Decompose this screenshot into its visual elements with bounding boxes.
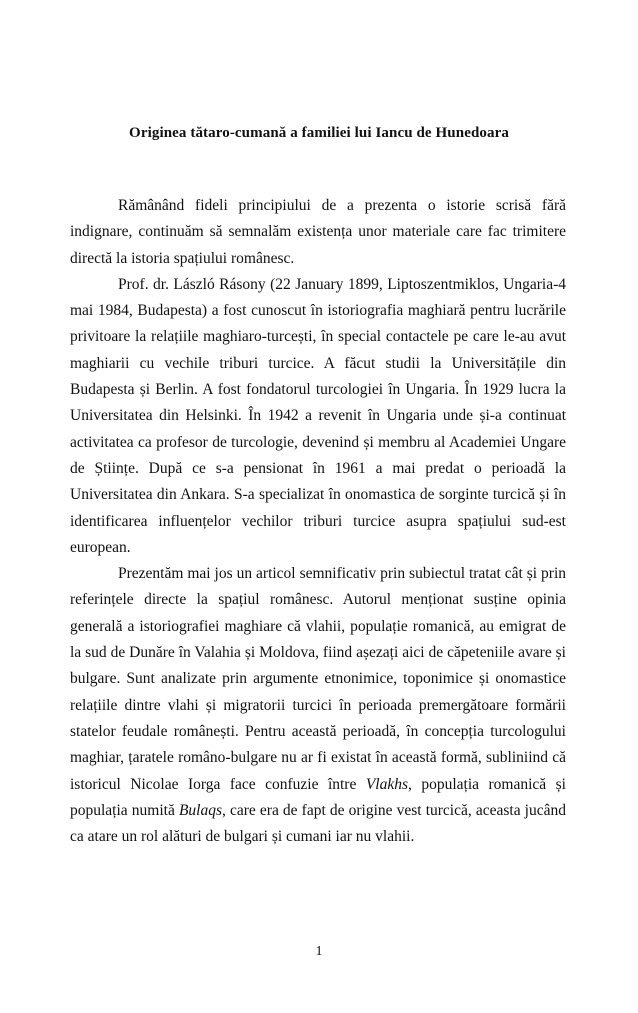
summary-text-part-1: Prezentăm mai jos un articol semnificativ prin subiectul tratat cât și prin referințele directe la spațiul românesc. Autorul menționat susține opinia generală a istoriografiei maghiare că vlahii, populație romanică, au emigrat de la sud de Dunăre în Valahia și Moldova, fiind așezați aici de căpeteniile avare și bulgare. Sunt analizate prin argumente etnonimice, toponimice și onomastice relațiile dintre vlahi și migratorii turcici în perioada premergătoare formării statelor feudale românești. Pentru această perioadă, în concepția turcologului maghiar, țaratele româno-bulgare nu ar fi existat în această formă, subliniind că istoricul Nicolae Iorga face confuzie între — [70, 565, 566, 793]
term-vlakhs: Vlakhs — [365, 775, 409, 793]
paragraph-article-summary — [70, 561, 566, 850]
summary-text-part-3: , care era de fapt de origine vest turcică, aceasta jucând ca atare un rol alături de bulgari și cumani iar nu vlahii. — [70, 801, 566, 846]
term-bulaqs: Bulaqs — [178, 801, 223, 819]
paragraph-author-bio: Prof. dr. László Rásony (22 January 1899, Liptoszentmiklos, Ungaria-4 mai 1984, Budapesta) a fost cunoscut în istoriografia maghiară pentru lucrările privitoare la relațiile maghiaro-turcești, în special contactele pe care le-au avut maghiarii cu vechile triburi turcice. A făcut studii la Universitățile din Budapesta și Berlin. A fost fondatorul turcologiei în Ungaria. În 1929 lucra la Universitatea din Helsinki. În 1942 a revenit în Ungaria unde și-a continuat activitatea ca profesor de turcologie, devenind și membru al Academiei Ungare de Științe. După ce s-a pensionat în 1961 a mai predat o perioadă la Universitatea din Ankara. S-a specializat în onomastica de sorginte turcică și în identificarea influențelor vechilor triburi turcice asupra spațiului sud-est european. — [70, 275, 566, 556]
document-title: Originea tătaro-cumană a familiei lui Iancu de Hunedoara — [129, 125, 509, 141]
summary-text-part-2: , populația romanică și populația numită — [70, 775, 566, 819]
document-body — [70, 193, 566, 850]
paragraph-intro: Rămânând fideli principiului de a prezenta o istorie scrisă fără indignare, continuăm să semnalăm existența unor materiale care fac trimitere directă la istoria spațiului românesc. — [70, 197, 566, 267]
page-number: 1 — [315, 944, 323, 959]
